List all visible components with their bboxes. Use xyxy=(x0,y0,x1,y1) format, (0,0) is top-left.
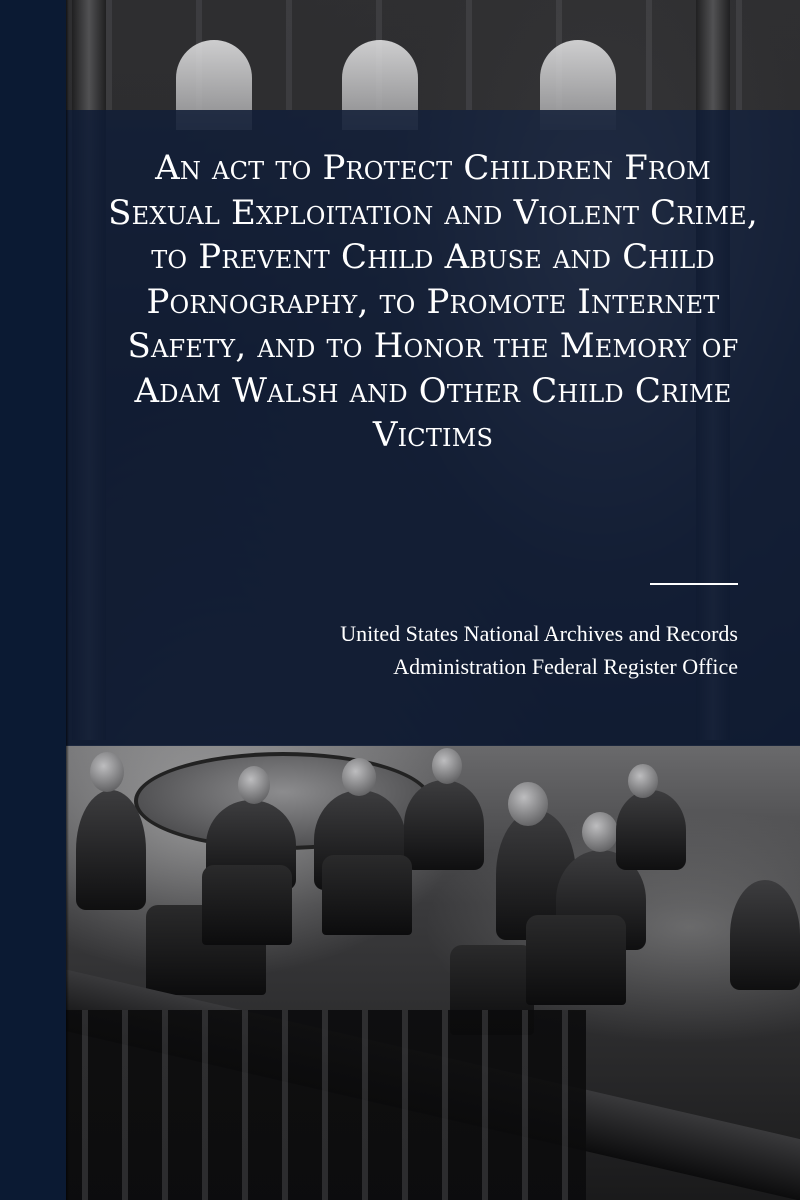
divider-rule xyxy=(650,583,738,585)
person-head xyxy=(508,782,548,826)
person-head xyxy=(90,752,124,792)
person-head xyxy=(342,758,376,796)
seated-person xyxy=(730,880,800,990)
spine-shadow xyxy=(66,0,69,1200)
railing-balusters xyxy=(66,1010,586,1200)
person-head xyxy=(238,766,270,804)
person-head xyxy=(628,764,658,798)
chair xyxy=(202,865,292,945)
chair xyxy=(322,855,412,935)
author-line: United States National Archives and Records xyxy=(340,621,738,646)
person-head xyxy=(582,812,618,852)
seated-person xyxy=(404,780,484,870)
person-head xyxy=(432,748,462,784)
chair xyxy=(526,915,626,1005)
seated-person xyxy=(616,790,686,870)
author-block xyxy=(340,617,738,683)
book-title: An act to Protect Children From Sexual Exploitation and Violent Crime, to Prevent Child Abuse and Child Pornography, to Promote Internet Safety, and to Honor the Memory of Adam Walsh and Other Child Crime Victims xyxy=(108,148,758,455)
cover-spine xyxy=(0,0,66,1200)
seated-person xyxy=(76,790,146,910)
title-panel xyxy=(66,110,800,746)
author-line: Administration Federal Register Office xyxy=(393,654,738,679)
